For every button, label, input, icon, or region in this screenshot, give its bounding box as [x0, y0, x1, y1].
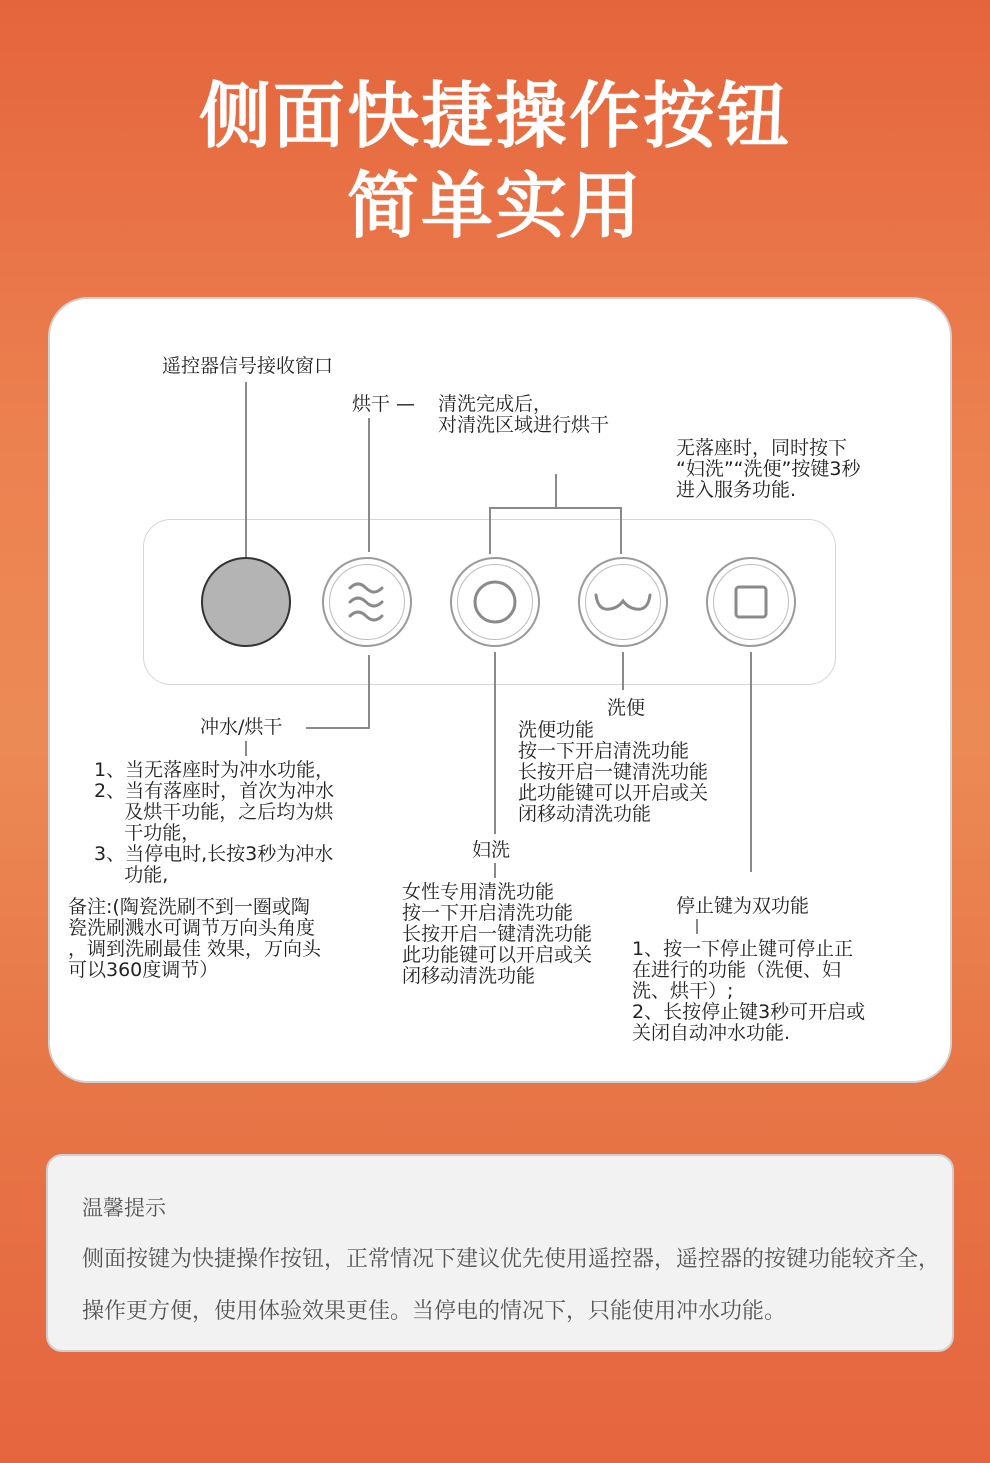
female-wash-button[interactable]	[450, 557, 540, 647]
page-subtitle: 简单实用	[346, 164, 643, 248]
dry-top-desc: 清洗完成后， 对清洗区域进行烘干	[438, 393, 610, 436]
female-wash-label: 妇洗	[472, 839, 511, 861]
square-stop-icon	[706, 557, 796, 647]
flush-desc: 1、当无落座时为冲水功能， 2、当有落座时，首次为冲水 及烘干功能，之后均为烘 干功能， 3、当停电时,长按3秒为冲水 功能,	[94, 759, 335, 886]
stop-button[interactable]	[706, 557, 796, 647]
flush-note: 备注:(陶瓷洗刷不到一圈或陶 瓷洗刷溅水可调节万向头角度 ，调到洗刷最佳 效果，万向头 可以360度调节）	[68, 896, 322, 981]
rear-wash-label: 洗便	[607, 697, 646, 719]
receiver-window-icon	[201, 557, 291, 647]
tips-title: 温馨提示	[82, 1196, 166, 1220]
page-title: 侧面快捷操作按钮	[198, 74, 791, 158]
female-wash-desc: 女性专用清洗功能 按一下开启清洗功能 长按开启一键清洗功能 此功能键可以开启或关 闭移动清洗功能	[402, 881, 593, 987]
stop-label: 停止键为双功能	[676, 895, 810, 917]
stop-desc: 1、按一下停止键可停止正 在进行的功能（洗便、妇 洗、烘干）; 2、长按停止键3秒可开启或 关闭自动冲水功能.	[632, 938, 866, 1044]
service-desc: 无落座时，同时按下 “妇洗”“洗便”按键3秒 进入服务功能.	[676, 437, 861, 501]
wave-icon	[322, 557, 412, 647]
tips-box	[46, 1154, 954, 1352]
rear-wash-button[interactable]	[578, 557, 668, 647]
tips-body: 侧面按键为快捷操作按钮，正常情况下建议优先使用遥控器，遥控器的按键功能较齐全，操作更方便，使用体验效果更佳。当停电的情况下，只能使用冲水功能。	[82, 1247, 941, 1324]
receiver-label: 遥控器信号接收窗口	[162, 355, 334, 377]
dry-top-label: 烘干 —	[352, 393, 416, 415]
rear-wash-desc: 洗便功能 按一下开启清洗功能 长按开启一键清洗功能 此功能键可以开启或关 闭移动清洗功能	[518, 719, 709, 825]
ring-icon	[450, 557, 540, 647]
u-curve-icon	[578, 557, 668, 647]
dry-button[interactable]	[322, 557, 412, 647]
flush-label: 冲水/烘干	[200, 716, 283, 738]
